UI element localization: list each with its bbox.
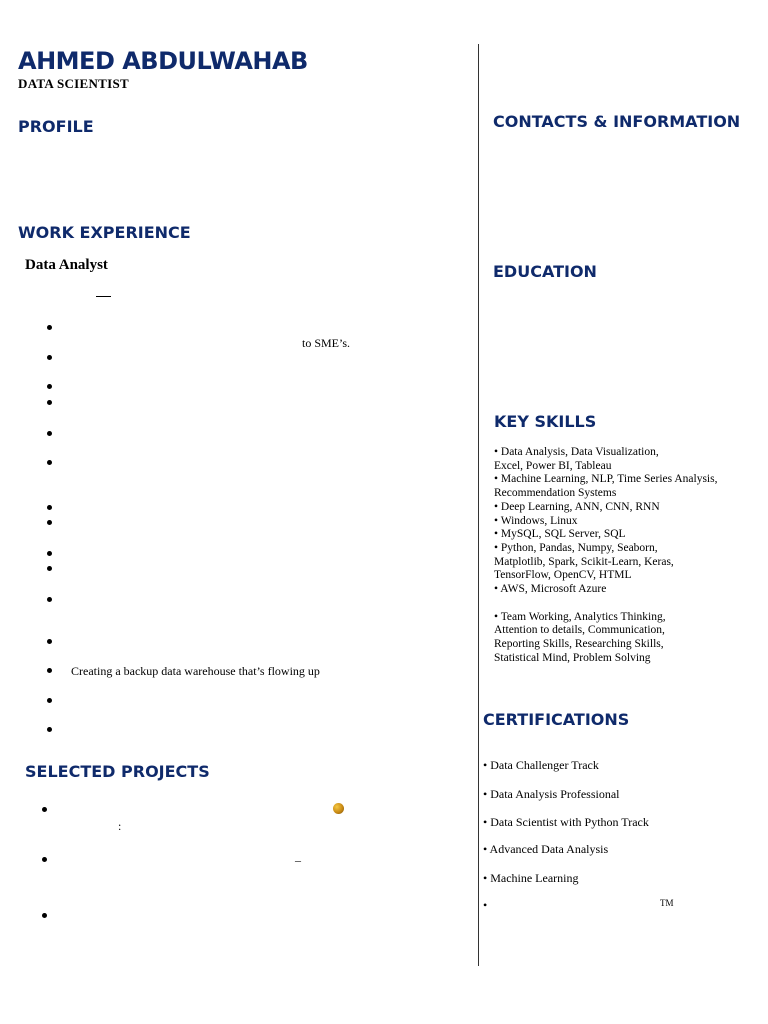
column-divider — [478, 44, 479, 966]
education-heading: EDUCATION — [493, 262, 597, 281]
list-bullet — [47, 431, 52, 436]
soft-skill-line: Reporting Skills, Researching Skills, — [494, 638, 664, 651]
certification-item: • Data Scientist with Python Track — [483, 815, 649, 829]
soft-skill-line: Attention to details, Communication, — [494, 624, 665, 637]
list-bullet — [47, 551, 52, 556]
list-bullet — [47, 566, 52, 571]
list-bullet — [42, 857, 47, 862]
skill-line: TensorFlow, OpenCV, HTML — [494, 569, 632, 582]
list-bullet — [47, 698, 52, 703]
work-experience-heading: WORK EXPERIENCE — [18, 223, 191, 242]
profile-heading: PROFILE — [18, 117, 94, 136]
skill-line: Recommendation Systems — [494, 487, 617, 500]
project-punctuation: : — [118, 819, 122, 833]
certification-item: • — [483, 898, 488, 912]
key-skills-list — [494, 446, 717, 666]
list-bullet — [47, 400, 52, 405]
skill-line: • Data Analysis, Data Visualization, — [494, 446, 659, 458]
soft-skill-line: • Team Working, Analytics Thinking, — [494, 610, 666, 623]
list-bullet — [47, 505, 52, 510]
list-bullet — [47, 597, 52, 602]
candidate-title: DATA SCIENTIST — [18, 76, 130, 91]
skill-line: Excel, Power BI, Tableau — [494, 459, 612, 472]
bullet-text: Creating a backup data warehouse that’s flowing up — [71, 664, 320, 678]
list-bullet — [42, 913, 47, 918]
list-bullet — [47, 639, 52, 644]
list-bullet — [47, 384, 52, 389]
list-bullet — [47, 727, 52, 732]
skill-line: • AWS, Microsoft Azure — [494, 583, 607, 596]
certification-item: • Data Analysis Professional — [483, 787, 620, 801]
date-dash — [96, 296, 111, 297]
list-bullet — [42, 807, 47, 812]
skill-line: • Windows, Linux — [494, 514, 578, 527]
skill-line: • Deep Learning, ANN, CNN, RNN — [494, 500, 660, 513]
soft-skill-line: Statistical Mind, Problem Solving — [494, 651, 651, 664]
certifications-heading: CERTIFICATIONS — [483, 710, 630, 729]
skill-line: • Machine Learning, NLP, Time Series Analysis, — [494, 473, 718, 486]
key-skills-heading: KEY SKILLS — [494, 412, 597, 431]
list-bullet — [47, 520, 52, 525]
list-bullet — [47, 668, 52, 673]
skill-line: Matplotlib, Spark, Scikit-Learn, Keras, — [494, 555, 674, 568]
list-bullet — [47, 460, 52, 465]
list-bullet — [47, 355, 52, 360]
bullet-text: to SME’s. — [302, 336, 351, 350]
medal-icon — [333, 803, 344, 814]
skill-line: • Python, Pandas, Numpy, Seaborn, — [494, 541, 658, 554]
selected-projects-heading: SELECTED PROJECTS — [25, 762, 210, 781]
candidate-name: AHMED ABDULWAHAB — [18, 47, 308, 75]
certification-item: • Data Challenger Track — [483, 758, 599, 772]
certification-item: • Advanced Data Analysis — [483, 842, 609, 856]
job-title: Data Analyst — [25, 257, 108, 273]
skill-line: • MySQL, SQL Server, SQL — [494, 528, 626, 541]
trademark-symbol: TM — [660, 898, 674, 908]
project-punctuation: – — [295, 853, 301, 867]
list-bullet — [47, 325, 52, 330]
contacts-heading: CONTACTS & INFORMATION — [493, 112, 741, 131]
certification-item: • Machine Learning — [483, 871, 579, 885]
